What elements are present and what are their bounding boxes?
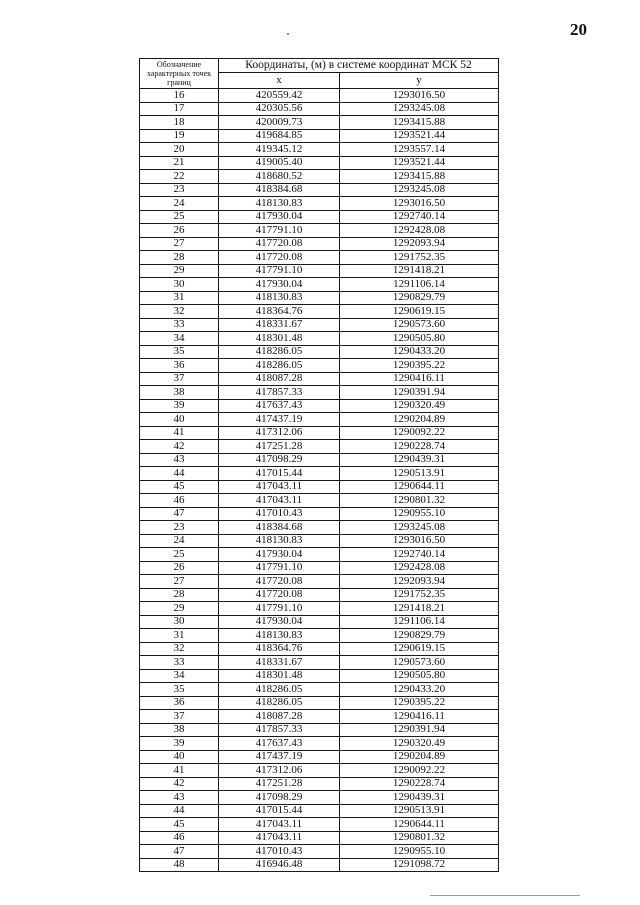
y-coordinate-cell: 1290433.20 bbox=[340, 683, 499, 697]
point-number-cell: 27 bbox=[140, 575, 219, 589]
x-coordinate-cell: 417720.08 bbox=[219, 588, 340, 602]
x-coordinate-cell: 417043.11 bbox=[219, 480, 340, 494]
table-row bbox=[140, 764, 499, 778]
table-row bbox=[140, 561, 499, 575]
x-coordinate-cell: 417437.19 bbox=[219, 413, 340, 427]
y-coordinate-cell: 1293245.08 bbox=[340, 183, 499, 197]
y-coordinate-cell: 1292093.94 bbox=[340, 575, 499, 589]
y-coordinate-cell: 1290505.80 bbox=[340, 332, 499, 346]
point-number-cell: 31 bbox=[140, 629, 219, 643]
point-number-cell: 21 bbox=[140, 156, 219, 170]
point-number-cell: 38 bbox=[140, 386, 219, 400]
y-coordinate-cell: 1293016.50 bbox=[340, 197, 499, 211]
y-coordinate-cell: 1290439.31 bbox=[340, 453, 499, 467]
x-coordinate-cell: 417637.43 bbox=[219, 399, 340, 413]
point-number-cell: 31 bbox=[140, 291, 219, 305]
y-coordinate-cell: 1293016.50 bbox=[340, 534, 499, 548]
y-coordinate-cell: 1290513.91 bbox=[340, 467, 499, 481]
coordinates-table-body bbox=[140, 89, 499, 872]
table-row bbox=[140, 737, 499, 751]
table-row bbox=[140, 602, 499, 616]
table-row bbox=[140, 291, 499, 305]
y-coordinate-cell: 1291752.35 bbox=[340, 588, 499, 602]
table-row bbox=[140, 345, 499, 359]
y-coordinate-cell: 1290955.10 bbox=[340, 845, 499, 859]
y-coordinate-cell: 1292093.94 bbox=[340, 237, 499, 251]
point-number-cell: 25 bbox=[140, 548, 219, 562]
point-number-cell: 25 bbox=[140, 210, 219, 224]
table-row bbox=[140, 575, 499, 589]
point-number-cell: 29 bbox=[140, 602, 219, 616]
point-number-cell: 41 bbox=[140, 426, 219, 440]
y-coordinate-cell: 1290416.11 bbox=[340, 710, 499, 724]
point-number-cell: 32 bbox=[140, 305, 219, 319]
x-coordinate-cell: 417015.44 bbox=[219, 804, 340, 818]
x-coordinate-cell: 420559.42 bbox=[219, 89, 340, 103]
point-number-cell: 41 bbox=[140, 764, 219, 778]
point-number-cell: 39 bbox=[140, 399, 219, 413]
y-column-header: y bbox=[340, 73, 499, 89]
table-row bbox=[140, 386, 499, 400]
table-row bbox=[140, 642, 499, 656]
x-coordinate-cell: 418384.68 bbox=[219, 183, 340, 197]
point-number-cell: 38 bbox=[140, 723, 219, 737]
x-coordinate-cell: 417043.11 bbox=[219, 818, 340, 832]
point-number-cell: 30 bbox=[140, 615, 219, 629]
y-coordinate-cell: 1290644.11 bbox=[340, 480, 499, 494]
x-coordinate-cell: 418130.83 bbox=[219, 291, 340, 305]
point-number-cell: 20 bbox=[140, 143, 219, 157]
y-coordinate-cell: 1292740.14 bbox=[340, 210, 499, 224]
table-row bbox=[140, 723, 499, 737]
point-number-cell: 17 bbox=[140, 102, 219, 116]
y-coordinate-cell: 1290228.74 bbox=[340, 440, 499, 454]
y-coordinate-cell: 1290416.11 bbox=[340, 372, 499, 386]
y-coordinate-cell: 1290513.91 bbox=[340, 804, 499, 818]
y-coordinate-cell: 1291098.72 bbox=[340, 858, 499, 872]
table-row bbox=[140, 305, 499, 319]
point-number-cell: 24 bbox=[140, 534, 219, 548]
table-row bbox=[140, 845, 499, 859]
y-coordinate-cell: 1290320.49 bbox=[340, 737, 499, 751]
x-coordinate-cell: 417791.10 bbox=[219, 602, 340, 616]
x-coordinate-cell: 417930.04 bbox=[219, 548, 340, 562]
x-coordinate-cell: 417930.04 bbox=[219, 278, 340, 292]
table-row bbox=[140, 818, 499, 832]
table-row bbox=[140, 359, 499, 373]
point-number-cell: 16 bbox=[140, 89, 219, 103]
x-coordinate-cell: 419005.40 bbox=[219, 156, 340, 170]
table-row bbox=[140, 831, 499, 845]
table-row bbox=[140, 696, 499, 710]
x-coordinate-cell: 417043.11 bbox=[219, 831, 340, 845]
point-number-cell: 19 bbox=[140, 129, 219, 143]
table-row bbox=[140, 534, 499, 548]
x-coordinate-cell: 418331.67 bbox=[219, 318, 340, 332]
x-coordinate-cell: 417251.28 bbox=[219, 440, 340, 454]
x-coordinate-cell: 418364.76 bbox=[219, 305, 340, 319]
table-row bbox=[140, 453, 499, 467]
point-number-cell: 43 bbox=[140, 453, 219, 467]
x-coordinate-cell: 417930.04 bbox=[219, 615, 340, 629]
point-number-cell: 33 bbox=[140, 656, 219, 670]
y-coordinate-cell: 1290619.15 bbox=[340, 642, 499, 656]
y-coordinate-cell: 1290433.20 bbox=[340, 345, 499, 359]
x-coordinate-cell: 417312.06 bbox=[219, 426, 340, 440]
y-coordinate-cell: 1291106.14 bbox=[340, 278, 499, 292]
y-coordinate-cell: 1290955.10 bbox=[340, 507, 499, 521]
table-row bbox=[140, 777, 499, 791]
y-coordinate-cell: 1290439.31 bbox=[340, 791, 499, 805]
x-coordinate-cell: 418130.83 bbox=[219, 629, 340, 643]
point-number-cell: 39 bbox=[140, 737, 219, 751]
point-number-cell: 26 bbox=[140, 561, 219, 575]
y-coordinate-cell: 1290619.15 bbox=[340, 305, 499, 319]
x-coordinate-cell: 418130.83 bbox=[219, 534, 340, 548]
x-coordinate-cell: 418301.48 bbox=[219, 332, 340, 346]
point-number-cell: 37 bbox=[140, 372, 219, 386]
y-coordinate-cell: 1291106.14 bbox=[340, 615, 499, 629]
point-number-cell: 24 bbox=[140, 197, 219, 211]
point-number-cell: 45 bbox=[140, 818, 219, 832]
x-coordinate-cell: 418087.28 bbox=[219, 710, 340, 724]
table-row bbox=[140, 791, 499, 805]
coordinate-system-header: Координаты, (м) в системе координат МСК 52 bbox=[219, 59, 499, 73]
table-row bbox=[140, 521, 499, 535]
table-row bbox=[140, 440, 499, 454]
x-coordinate-cell: 420305.56 bbox=[219, 102, 340, 116]
point-number-cell: 46 bbox=[140, 494, 219, 508]
y-coordinate-cell: 1293016.50 bbox=[340, 89, 499, 103]
x-column-header: x bbox=[219, 73, 340, 89]
x-coordinate-cell: 417098.29 bbox=[219, 453, 340, 467]
x-coordinate-cell: 418286.05 bbox=[219, 696, 340, 710]
table-row bbox=[140, 548, 499, 562]
y-coordinate-cell: 1290092.22 bbox=[340, 764, 499, 778]
y-coordinate-cell: 1293245.08 bbox=[340, 521, 499, 535]
y-coordinate-cell: 1290391.94 bbox=[340, 723, 499, 737]
table-row bbox=[140, 237, 499, 251]
y-coordinate-cell: 1292428.08 bbox=[340, 224, 499, 238]
point-number-cell: 28 bbox=[140, 251, 219, 265]
y-coordinate-cell: 1290801.32 bbox=[340, 831, 499, 845]
point-number-cell: 26 bbox=[140, 224, 219, 238]
point-number-cell: 44 bbox=[140, 804, 219, 818]
point-number-cell: 33 bbox=[140, 318, 219, 332]
table-row bbox=[140, 170, 499, 184]
y-coordinate-cell: 1293245.08 bbox=[340, 102, 499, 116]
point-number-cell: 42 bbox=[140, 440, 219, 454]
point-number-cell: 36 bbox=[140, 359, 219, 373]
x-coordinate-cell: 418130.83 bbox=[219, 197, 340, 211]
y-coordinate-cell: 1290573.60 bbox=[340, 318, 499, 332]
x-coordinate-cell: 417791.10 bbox=[219, 561, 340, 575]
y-coordinate-cell: 1290644.11 bbox=[340, 818, 499, 832]
table-row bbox=[140, 210, 499, 224]
x-coordinate-cell: 417720.08 bbox=[219, 575, 340, 589]
point-number-cell: 43 bbox=[140, 791, 219, 805]
x-coordinate-cell: 417720.08 bbox=[219, 251, 340, 265]
y-coordinate-cell: 1293415.88 bbox=[340, 116, 499, 130]
table-row bbox=[140, 507, 499, 521]
x-coordinate-cell: 417098.29 bbox=[219, 791, 340, 805]
x-coordinate-cell: 418286.05 bbox=[219, 345, 340, 359]
point-number-cell: 47 bbox=[140, 507, 219, 521]
y-coordinate-cell: 1291418.21 bbox=[340, 602, 499, 616]
y-coordinate-cell: 1290829.79 bbox=[340, 291, 499, 305]
y-coordinate-cell: 1293557.14 bbox=[340, 143, 499, 157]
table-row bbox=[140, 251, 499, 265]
coordinates-table bbox=[139, 58, 499, 872]
y-coordinate-cell: 1290228.74 bbox=[340, 777, 499, 791]
table-row bbox=[140, 669, 499, 683]
point-number-cell: 36 bbox=[140, 696, 219, 710]
x-coordinate-cell: 417857.33 bbox=[219, 386, 340, 400]
x-coordinate-cell: 417043.11 bbox=[219, 494, 340, 508]
x-coordinate-cell: 418384.68 bbox=[219, 521, 340, 535]
y-coordinate-cell: 1292740.14 bbox=[340, 548, 499, 562]
table-row bbox=[140, 399, 499, 413]
y-coordinate-cell: 1293521.44 bbox=[340, 156, 499, 170]
y-coordinate-cell: 1290829.79 bbox=[340, 629, 499, 643]
table-row bbox=[140, 494, 499, 508]
y-coordinate-cell: 1290204.89 bbox=[340, 750, 499, 764]
point-number-cell: 48 bbox=[140, 858, 219, 872]
y-coordinate-cell: 1291418.21 bbox=[340, 264, 499, 278]
point-number-cell: 45 bbox=[140, 480, 219, 494]
point-number-cell: 42 bbox=[140, 777, 219, 791]
x-coordinate-cell: 418286.05 bbox=[219, 359, 340, 373]
x-coordinate-cell: 418286.05 bbox=[219, 683, 340, 697]
table-row bbox=[140, 413, 499, 427]
table-row bbox=[140, 588, 499, 602]
x-coordinate-cell: 420009.73 bbox=[219, 116, 340, 130]
page-number: 20 bbox=[570, 20, 587, 39]
table-row bbox=[140, 318, 499, 332]
y-coordinate-cell: 1290320.49 bbox=[340, 399, 499, 413]
x-coordinate-cell: 417437.19 bbox=[219, 750, 340, 764]
x-coordinate-cell: 418331.67 bbox=[219, 656, 340, 670]
table-row bbox=[140, 467, 499, 481]
point-number-cell: 18 bbox=[140, 116, 219, 130]
table-row bbox=[140, 224, 499, 238]
point-number-cell: 40 bbox=[140, 750, 219, 764]
table-row bbox=[140, 183, 499, 197]
table-row bbox=[140, 156, 499, 170]
x-coordinate-cell: 417010.43 bbox=[219, 507, 340, 521]
page-bottom-line bbox=[430, 895, 580, 896]
x-coordinate-cell: 417720.08 bbox=[219, 237, 340, 251]
y-coordinate-cell: 1292428.08 bbox=[340, 561, 499, 575]
point-number-cell: 27 bbox=[140, 237, 219, 251]
y-coordinate-cell: 1290092.22 bbox=[340, 426, 499, 440]
x-coordinate-cell: 416946.48 bbox=[219, 858, 340, 872]
y-coordinate-cell: 1290391.94 bbox=[340, 386, 499, 400]
point-number-cell: 30 bbox=[140, 278, 219, 292]
x-coordinate-cell: 418364.76 bbox=[219, 642, 340, 656]
point-number-cell: 28 bbox=[140, 588, 219, 602]
x-coordinate-cell: 417637.43 bbox=[219, 737, 340, 751]
point-number-cell: 23 bbox=[140, 521, 219, 535]
point-number-cell: 22 bbox=[140, 170, 219, 184]
table-row bbox=[140, 332, 499, 346]
table-row bbox=[140, 116, 499, 130]
x-coordinate-cell: 417010.43 bbox=[219, 845, 340, 859]
point-number-cell: 44 bbox=[140, 467, 219, 481]
y-coordinate-cell: 1290573.60 bbox=[340, 656, 499, 670]
x-coordinate-cell: 419684.85 bbox=[219, 129, 340, 143]
y-coordinate-cell: 1290204.89 bbox=[340, 413, 499, 427]
point-number-cell: 34 bbox=[140, 332, 219, 346]
y-coordinate-cell: 1293521.44 bbox=[340, 129, 499, 143]
x-coordinate-cell: 417791.10 bbox=[219, 224, 340, 238]
coordinates-table-header bbox=[140, 59, 499, 89]
table-row bbox=[140, 197, 499, 211]
point-number-cell: 35 bbox=[140, 683, 219, 697]
point-number-cell: 47 bbox=[140, 845, 219, 859]
x-coordinate-cell: 417857.33 bbox=[219, 723, 340, 737]
point-number-cell: 29 bbox=[140, 264, 219, 278]
table-row bbox=[140, 89, 499, 103]
table-row bbox=[140, 102, 499, 116]
table-row bbox=[140, 426, 499, 440]
table-row bbox=[140, 750, 499, 764]
x-coordinate-cell: 418301.48 bbox=[219, 669, 340, 683]
point-designation-header: Обозначение характерных точек границ bbox=[140, 59, 219, 89]
y-coordinate-cell: 1291752.35 bbox=[340, 251, 499, 265]
table-row bbox=[140, 804, 499, 818]
table-row bbox=[140, 656, 499, 670]
table-row bbox=[140, 710, 499, 724]
y-coordinate-cell: 1290801.32 bbox=[340, 494, 499, 508]
table-row bbox=[140, 480, 499, 494]
y-coordinate-cell: 1290505.80 bbox=[340, 669, 499, 683]
x-coordinate-cell: 419345.12 bbox=[219, 143, 340, 157]
table-row bbox=[140, 278, 499, 292]
table-row bbox=[140, 143, 499, 157]
point-number-cell: 40 bbox=[140, 413, 219, 427]
table-row bbox=[140, 372, 499, 386]
point-number-cell: 23 bbox=[140, 183, 219, 197]
table-row bbox=[140, 615, 499, 629]
y-coordinate-cell: 1293415.88 bbox=[340, 170, 499, 184]
point-number-cell: 37 bbox=[140, 710, 219, 724]
table-row bbox=[140, 264, 499, 278]
x-coordinate-cell: 417791.10 bbox=[219, 264, 340, 278]
x-coordinate-cell: 417251.28 bbox=[219, 777, 340, 791]
table-row bbox=[140, 683, 499, 697]
point-number-cell: 35 bbox=[140, 345, 219, 359]
table-row bbox=[140, 129, 499, 143]
x-coordinate-cell: 418680.52 bbox=[219, 170, 340, 184]
x-coordinate-cell: 417930.04 bbox=[219, 210, 340, 224]
y-coordinate-cell: 1290395.22 bbox=[340, 696, 499, 710]
scan-speck bbox=[287, 33, 289, 35]
point-number-cell: 32 bbox=[140, 642, 219, 656]
point-number-cell: 46 bbox=[140, 831, 219, 845]
x-coordinate-cell: 417312.06 bbox=[219, 764, 340, 778]
point-number-cell: 34 bbox=[140, 669, 219, 683]
table-row bbox=[140, 629, 499, 643]
y-coordinate-cell: 1290395.22 bbox=[340, 359, 499, 373]
x-coordinate-cell: 418087.28 bbox=[219, 372, 340, 386]
table-row bbox=[140, 858, 499, 872]
x-coordinate-cell: 417015.44 bbox=[219, 467, 340, 481]
